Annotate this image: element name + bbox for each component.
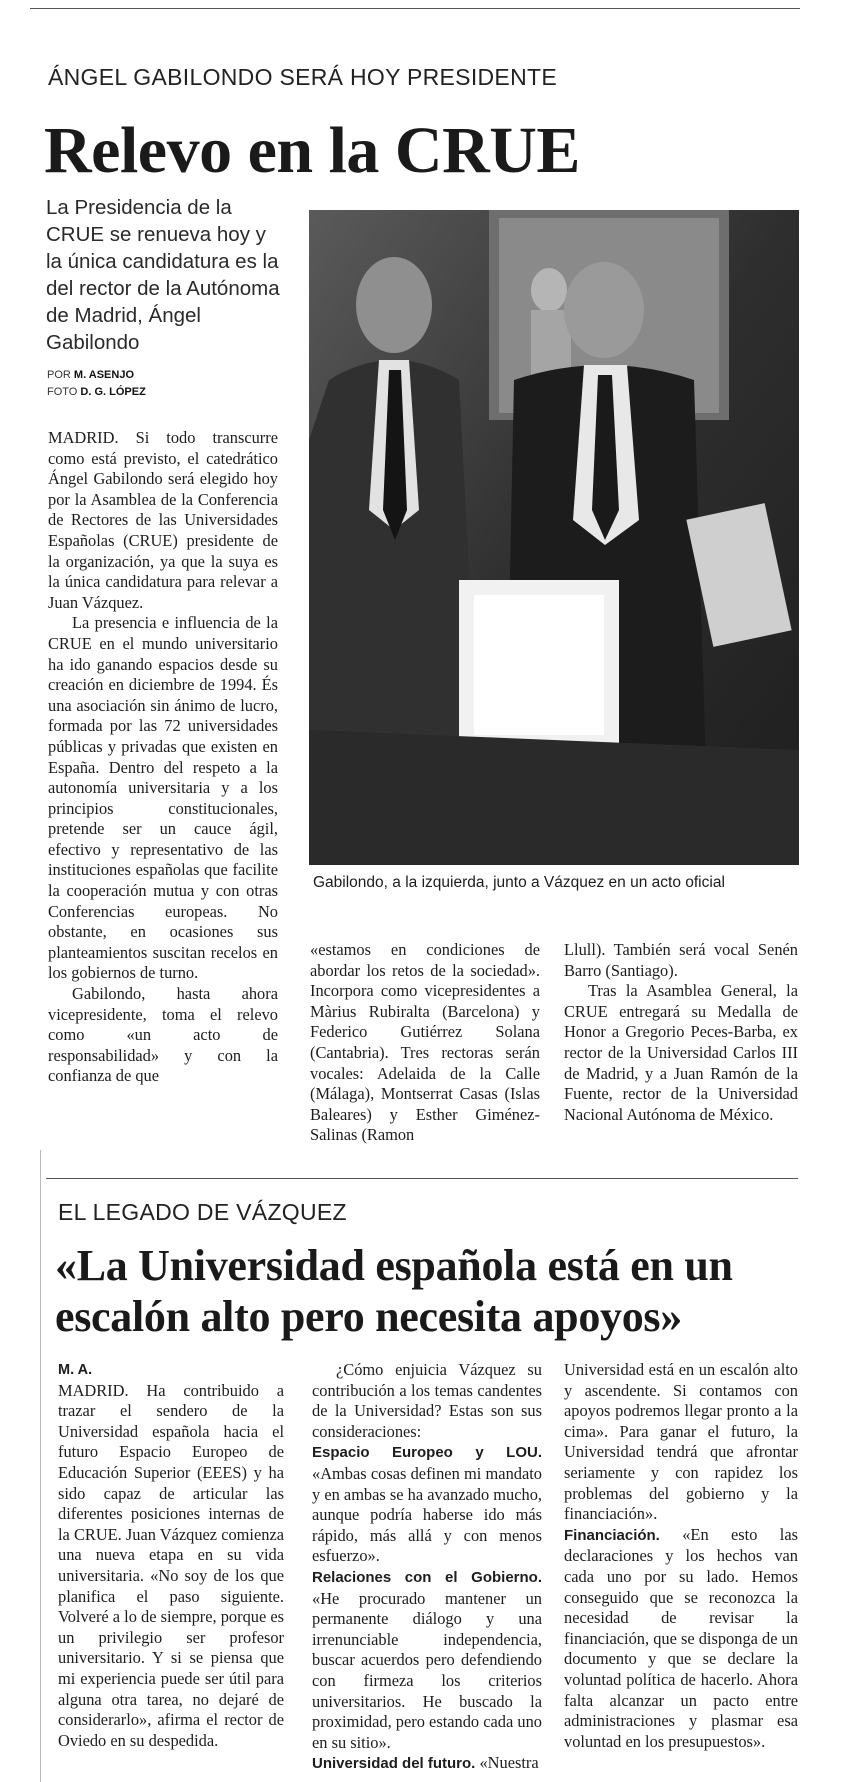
article2-initials: M. A. xyxy=(58,1362,93,1378)
article1-column-2 xyxy=(310,940,540,1146)
article2-column-2 xyxy=(312,1360,542,1775)
article2-col2-paragraph-3: Relaciones con el Gobierno. «He procurado mantener un permanente diálogo y una irrenunciable independencia, buscar acuerdos pero defendiendo con firmeza los criterios universitarios. He buscado la proximidad, pero estando cada uno en su sitio». xyxy=(312,1568,542,1752)
byline-photo-line: FOTO D. G. LÓPEZ xyxy=(47,386,146,398)
article1-headline: Relevo en la CRUE xyxy=(44,114,580,187)
article2-col1-paragraph-1: MADRID. Ha contribuido a trazar el sendero de la Universidad española hacia el futuro Espacio Europeo de Educación Superior (EEES) y ha sido capaz de articular las diferentes posiciones internas de la CRUE. Juan Vázquez comienza una nueva etapa en su vida universitaria. «No soy de los que planifica el paso siguiente. Volveré a lo de siempre, porque es un privilegio ser profesor universitario. Y si se piensa que mi experiencia puede ser útil para alguna otra tarea, no dejaré de considerarlo», afirma el rector de Oviedo en su despedida. xyxy=(58,1380,284,1750)
article2-col2-lead-3: Universidad del futuro. xyxy=(312,1755,476,1773)
photo-illustration xyxy=(309,210,799,865)
article1-column-3 xyxy=(564,940,798,1125)
article1-col1-paragraph-1: MADRID. Si todo transcurre como está previsto, el catedrático Ángel Gabilondo será elegido hoy por la Asamblea de la Conferencia de Rectores de las Universidades Españolas (CRUE) presidente de la organización, ya que la suya es la única candidatura para relevar a Juan Vázquez. xyxy=(48,428,278,612)
article2-col2-lead-1: Espacio Europeo y LOU. xyxy=(312,1444,542,1462)
article2-kicker: EL LEGADO DE VÁZQUEZ xyxy=(58,1199,347,1225)
article1-photo-caption: Gabilondo, a la izquierda, junto a Vázquez en un acto oficial xyxy=(313,874,725,891)
article1-lede: La Presidencia de la CRUE se renueva hoy y la única candidatura es la del rector de la Autónoma de Madrid, Ángel Gabilondo xyxy=(46,196,280,354)
top-rule xyxy=(30,8,800,9)
article1-photo xyxy=(309,210,799,865)
article2-headline-line-1: «La Universidad española está en un xyxy=(55,1241,733,1290)
byline-photographer: D. G. LÓPEZ xyxy=(80,386,146,398)
article1-kicker: ÁNGEL GABILONDO SERÁ HOY PRESIDENTE xyxy=(48,64,557,90)
article1-col2-paragraph-1: «estamos en condiciones de abordar los retos de la sociedad». Incorpora como vicepresidentes a Màrius Rubiralta (Barcelona) y Federico Gutiérrez Solana (Cantabria). Tres rectoras serán vocales: Adelaida de la Calle (Málaga), Montserrat Casas (Islas Baleares) y Esther Giménez-Salinas (Ramon xyxy=(310,940,540,1145)
article2-column-1 xyxy=(58,1360,284,1751)
article1-col1-paragraph-3: Gabilondo, hasta ahora vicepresidente, toma el relevo como «un acto de responsabilidad» y con la confianza de que xyxy=(48,984,278,1086)
article2-headline-line-2: escalón alto pero necesita apoyos» xyxy=(55,1292,682,1341)
article2-col2-paragraph-1: ¿Cómo enjuicia Vázquez su contribución a los temas candentes de la Universidad? Estas son sus consideraciones: xyxy=(312,1360,542,1441)
article2-col2-lead-2: Relaciones con el Gobierno. xyxy=(312,1568,542,1586)
article1-byline xyxy=(47,367,267,401)
article2-col3-paragraph-2: Financiación. «En esto las declaraciones y los hechos van cada uno por su lado. Hemos conseguido que se reconozca la necesidad de revisar la financiación, que se disponga de un documento y que se declare la voluntad política de hacerlo. Ahora falta alcanzar un pacto entre administraciones y plasmar esa voluntad en los presupuestos». xyxy=(564,1524,798,1751)
article1-col3-paragraph-2: Tras la Asamblea General, la CRUE entregará su Medalla de Honor a Gregorio Peces-Barba, ex rector de la Universidad Carlos III de Madrid, y a Juan Ramón de la Fuente, rector de la Universidad Nacional Autónoma de México. xyxy=(564,981,798,1124)
byline-author: M. ASENJO xyxy=(73,369,135,381)
article1-column-1 xyxy=(48,428,278,1087)
article2-col2-paragraph-2: Espacio Europeo y LOU. «Ambas cosas definen mi mandato y en ambas se ha avanzado mucho, aunque podría haberse ido más rápido, más allá y con menos esfuerzo». xyxy=(312,1444,542,1566)
article2-col3-lead-1: Financiación. xyxy=(564,1526,660,1544)
article2-col2-paragraph-4: Universidad del futuro. «Nuestra xyxy=(312,1753,539,1773)
article2-column-3 xyxy=(564,1360,798,1752)
article1-col3-paragraph-1: Llull). También será vocal Senén Barro (Santiago). xyxy=(564,940,798,980)
article2-col3-paragraph-1: Universidad está en un escalón alto y ascendente. Si contamos con apoyos podremos llegar pronto a la cima». Para ganar el futuro, la Universidad tendrá que afrontar seriamente y con rapidez los problemas del gobierno y la financiación». xyxy=(564,1360,798,1524)
article2-left-rule xyxy=(40,1150,41,1782)
article-divider-rule xyxy=(46,1178,798,1179)
article2-headline xyxy=(55,1240,805,1342)
article1-col1-paragraph-2: La presencia e influencia de la CRUE en el mundo universitario ha ido ganando espacios desde su creación en diciembre de 1994. És una asociación sin ánimo de lucro, formada por las 72 universidades públicas y privadas que existen en España. Dentro del respeto a la autonomía universitaria y a los principios constitucionales, pretende ser un cauce ágil, efectivo y representativo de las instituciones españolas que facilite la cooperación mutua y con otras Conferencias europeas. No obstante, en ocasiones sus planteamientos suscitan recelos en los gobiernos de turno. xyxy=(48,613,278,983)
byline-author-line: POR M. ASENJO xyxy=(47,369,135,381)
